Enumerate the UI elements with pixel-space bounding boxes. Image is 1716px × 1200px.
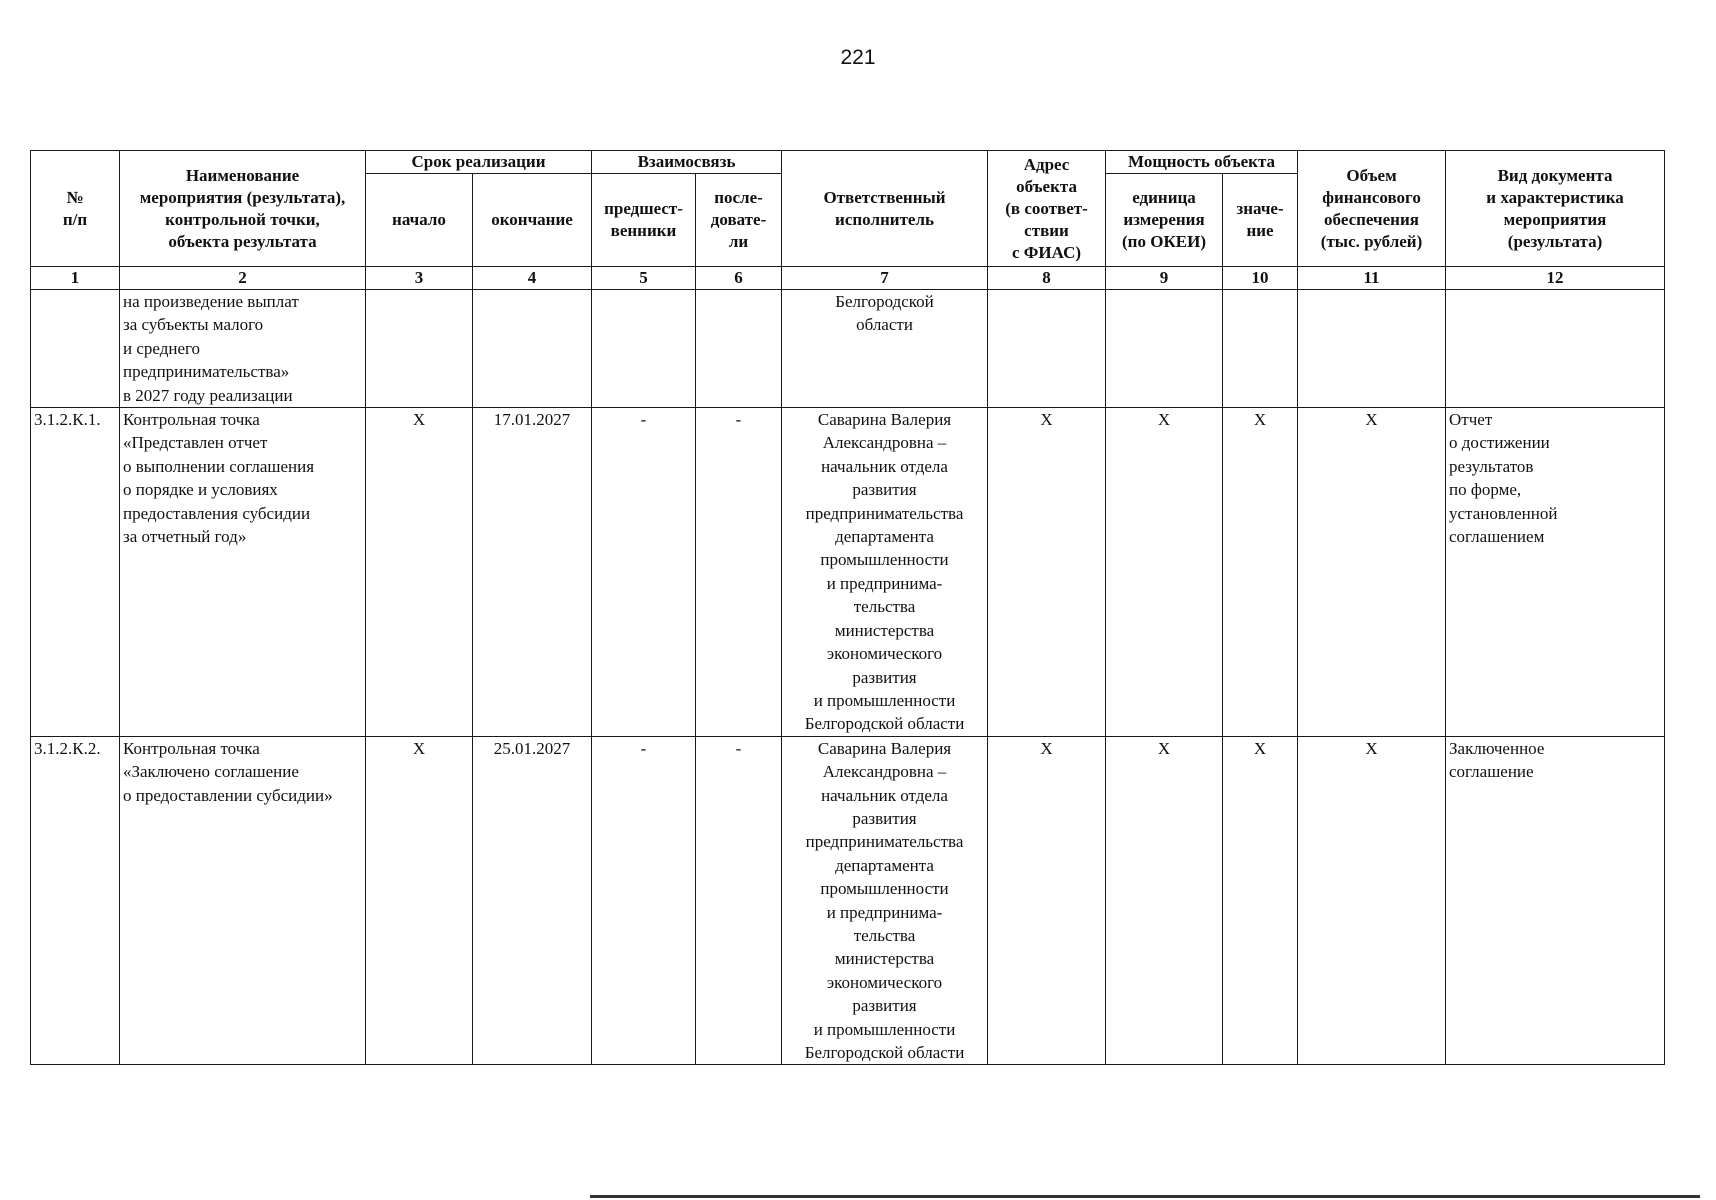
row-number: 3.1.2.К.1. [31,408,120,737]
header-value: значе- ние [1223,174,1298,267]
column-number: 11 [1298,267,1446,290]
row-name: Контрольная точка «Представлен отчет о выполнении соглашения о порядке и условиях предоставления субсидии за отчетный год» [120,408,366,737]
row-start: Х [366,408,473,737]
row-successors: - [696,736,782,1065]
column-number: 9 [1106,267,1223,290]
column-numbers-row [31,267,1665,290]
header-predecessors: предшест- венники [592,174,696,267]
row-address: Х [988,736,1106,1065]
header-document: Вид документа и характеристика мероприятия (результата) [1446,151,1665,267]
column-number: 1 [31,267,120,290]
row-unit: Х [1106,408,1223,737]
column-number: 3 [366,267,473,290]
column-number: 8 [988,267,1106,290]
header-term-group: Срок реализации [366,151,592,174]
row-document [1446,290,1665,408]
table-row [31,290,1665,408]
row-name: Контрольная точка «Заключено соглашение о предоставлении субсидии» [120,736,366,1065]
header-address: Адрес объекта (в соответ- ствии с ФИАС) [988,151,1106,267]
row-start: Х [366,736,473,1065]
table-row [31,408,1665,737]
column-number: 4 [473,267,592,290]
header-successors: после- довате- ли [696,174,782,267]
header-name: Наименование мероприятия (результата), контрольной точки, объекта результата [120,151,366,267]
header-responsible: Ответственный исполнитель [782,151,988,267]
header-unit: единица измерения (по ОКЕИ) [1106,174,1223,267]
scan-bottom-edge [590,1195,1700,1198]
table-body [31,290,1665,1065]
row-value: Х [1223,408,1298,737]
row-document: Заключенное соглашение [1446,736,1665,1065]
row-end: 17.01.2027 [473,408,592,737]
row-end: 25.01.2027 [473,736,592,1065]
row-responsible: Белгородской области [782,290,988,408]
column-number: 7 [782,267,988,290]
row-name: на произведение выплат за субъекты малого и среднего предпринимательства» в 2027 году реализации [120,290,366,408]
row-address [988,290,1106,408]
plan-table [30,150,1665,1065]
column-number: 5 [592,267,696,290]
row-unit [1106,290,1223,408]
row-predecessors: - [592,736,696,1065]
header-start: начало [366,174,473,267]
column-number: 10 [1223,267,1298,290]
table-row [31,736,1665,1065]
column-number: 12 [1446,267,1665,290]
row-unit: Х [1106,736,1223,1065]
row-financing: Х [1298,408,1446,737]
row-responsible: Саварина Валерия Александровна – начальник отдела развития предпринимательства департамента промышленности и предпринима- тельства министерства экономического развития и промышленности Белгородской области [782,736,988,1065]
row-successors [696,290,782,408]
header-number: № п/п [31,151,120,267]
row-start [366,290,473,408]
row-financing: Х [1298,736,1446,1065]
page-number: 221 [840,46,876,69]
row-predecessors [592,290,696,408]
table-header [31,151,1665,290]
row-financing [1298,290,1446,408]
row-end [473,290,592,408]
header-end: окончание [473,174,592,267]
header-link-group: Взаимосвязь [592,151,782,174]
header-power-group: Мощность объекта [1106,151,1298,174]
row-number: 3.1.2.К.2. [31,736,120,1065]
row-number [31,290,120,408]
row-successors: - [696,408,782,737]
row-address: Х [988,408,1106,737]
row-responsible: Саварина Валерия Александровна – начальник отдела развития предпринимательства департамента промышленности и предпринима- тельства министерства экономического развития и промышленности Белгородской области [782,408,988,737]
header-financing: Объем финансового обеспечения (тыс. рублей) [1298,151,1446,267]
row-value [1223,290,1298,408]
row-value: Х [1223,736,1298,1065]
column-number: 6 [696,267,782,290]
row-predecessors: - [592,408,696,737]
row-document: Отчет о достижении результатов по форме, установленной соглашением [1446,408,1665,737]
column-number: 2 [120,267,366,290]
